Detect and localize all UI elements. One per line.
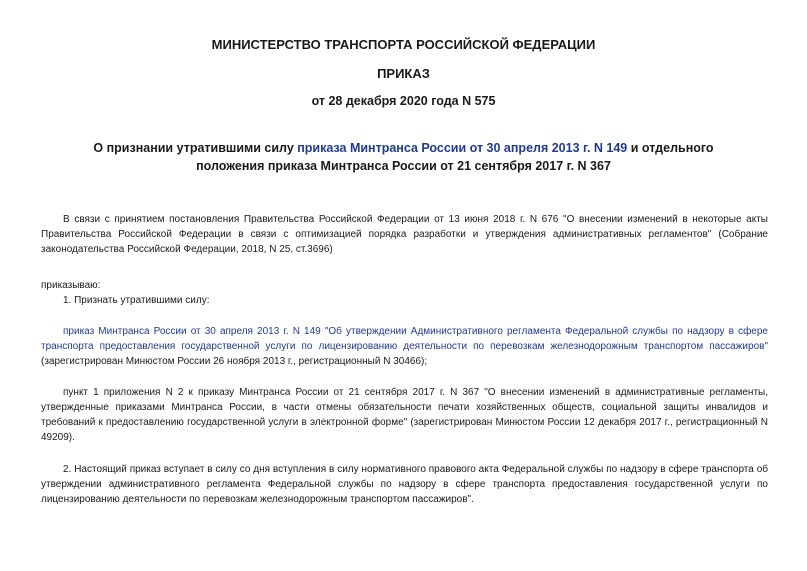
- order-word: приказываю:: [41, 280, 101, 291]
- item-2-block: [41, 462, 768, 507]
- order-149-link[interactable]: приказ Минтранса России от 30 апреля 2013 г. N 149 "Об утверждении Административного регламента Федеральной службы по надзору в сфере транспорта предоставления государственной услуги по лицензированию деятельности по перевозкам железнодорожным транспортом пассажиров": [41, 326, 768, 352]
- order-block: [41, 278, 768, 308]
- item-1-heading: 1. Признать утратившими силу:: [63, 295, 210, 306]
- item-1b-block: [41, 385, 768, 445]
- title-text-end: и отдельного: [627, 141, 714, 155]
- document-title: [0, 139, 807, 175]
- preamble-block: [41, 212, 768, 257]
- title-text-start: О признании утратившими силу: [93, 141, 298, 155]
- item-2-paragraph: 2. Настоящий приказ вступает в силу со дня вступления в силу нормативного правового акта Федеральной службы по надзору в сфере транспорта об утверждении административного регламента Федеральной службы по надзору в сфере транспорта предоставления государственной услуги по лицензированию деятельности по перевозкам железнодорожным транспортом пассажиров".: [41, 464, 768, 505]
- document-type: ПРИКАЗ: [377, 66, 430, 81]
- title-order-link[interactable]: приказа Минтранса России от 30 апреля 2013 г. N 149: [297, 141, 628, 155]
- document-date-number: от 28 декабря 2020 года N 575: [311, 94, 496, 108]
- item-1a-block: [41, 324, 768, 369]
- item-1a-rest: (зарегистрирован Минюстом России 26 ноября 2013 г., регистрационный N 30466);: [41, 356, 428, 367]
- item-1b-paragraph: пункт 1 приложения N 2 к приказу Минтранса России от 21 сентября 2017 г. N 367 "О внесении изменений в административные регламенты, утвержденные приказами Минтранса России, в части отмены обязательности печати хозяйственных обществ, социальной защиты инвалидов и требований к предоставлению государственной услуги в электронной форме" (зарегистрирован Минюстом России 12 декабря 2017 г., регистрационный N 49209).: [41, 387, 768, 443]
- title-line-2: положения приказа Минтранса России от 21 сентября 2017 г. N 367: [196, 159, 611, 173]
- preamble-paragraph: В связи с принятием постановления Правительства Российской Федерации от 13 июня 2018 г. N 676 "О внесении изменений в некоторые акты Правительства Российской Федерации в связи с оптимизацией порядка разработки и утверждения административных регламентов" (Собрание законодательства Российской Федерации, 2018, N 25, ст.3696): [41, 214, 768, 255]
- ministry-heading: МИНИСТЕРСТВО ТРАНСПОРТА РОССИЙСКОЙ ФЕДЕРАЦИИ: [211, 37, 596, 52]
- item-1a-paragraph: [41, 324, 768, 369]
